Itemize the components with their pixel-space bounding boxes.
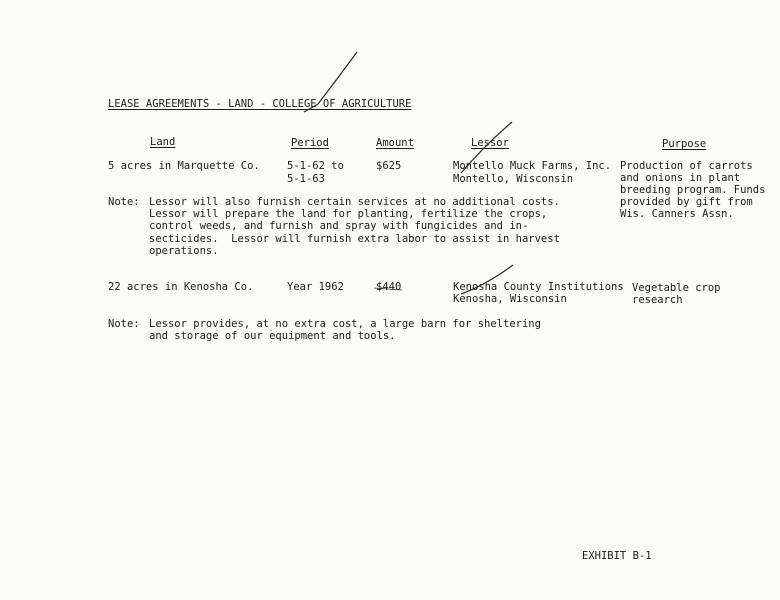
document-title: LEASE AGREEMENTS - LAND - COLLEGE OF AGRICULTURE — [108, 98, 412, 110]
column-header-purpose: Purpose — [662, 138, 707, 150]
column-header-period: Period — [291, 137, 329, 149]
entry-1-lessor-line-2: Montello, Wisconsin — [453, 173, 574, 185]
entry-1-land: 5 acres in Marquette Co. — [108, 160, 260, 172]
note-1-line-4: secticides. Lessor will furnish extra labor to assist in harvest — [149, 233, 560, 245]
entry-2-lessor-line-1: Kenosha County Institutions — [453, 281, 624, 293]
column-header-land: Land — [150, 136, 176, 148]
entry-1-period-line-1: 5-1-62 to — [287, 160, 344, 172]
note-2-line-1: Lessor provides, at no extra cost, a large barn for sheltering — [149, 318, 541, 330]
note-1-line-3: control weeds, and furnish and spray with fungicides and in- — [149, 220, 529, 232]
entry-2-land: 22 acres in Kenosha Co. — [108, 281, 254, 293]
note-1-label: Note: — [108, 196, 140, 208]
entry-1-purpose-line-4: provided by gift from — [620, 196, 753, 208]
entry-2-purpose-line-1: Vegetable crop — [632, 282, 721, 294]
note-1-line-1: Lessor will also furnish certain services at no additional costs. — [149, 196, 560, 208]
entry-2-amount: $440 — [376, 281, 402, 293]
note-1-line-2: Lessor will prepare the land for planting, fertilize the crops, — [149, 208, 548, 220]
entry-1-amount: $625 — [376, 160, 402, 172]
entry-2-purpose-line-2: research — [632, 294, 683, 306]
entry-2-period: Year 1962 — [287, 281, 344, 293]
entry-2-lessor-line-2: Kenosha, Wisconsin — [453, 293, 567, 305]
entry-1-period-line-2: 5-1-63 — [287, 173, 325, 185]
exhibit-label: EXHIBIT B-1 — [582, 550, 652, 562]
entry-1-purpose-line-5: Wis. Canners Assn. — [620, 208, 734, 220]
note-2-label: Note: — [108, 318, 140, 330]
note-2-line-2: and storage of our equipment and tools. — [149, 330, 396, 342]
column-header-amount: Amount — [376, 137, 414, 149]
entry-1-purpose-line-3: breeding program. Funds — [620, 184, 766, 196]
entry-1-lessor-line-1: Montello Muck Farms, Inc. — [453, 160, 612, 172]
column-header-lessor: Lessor — [471, 137, 509, 149]
entry-1-purpose-line-1: Production of carrots — [620, 160, 753, 172]
entry-1-purpose-line-2: and onions in plant — [620, 172, 741, 184]
note-1-line-5: operations. — [149, 245, 219, 257]
